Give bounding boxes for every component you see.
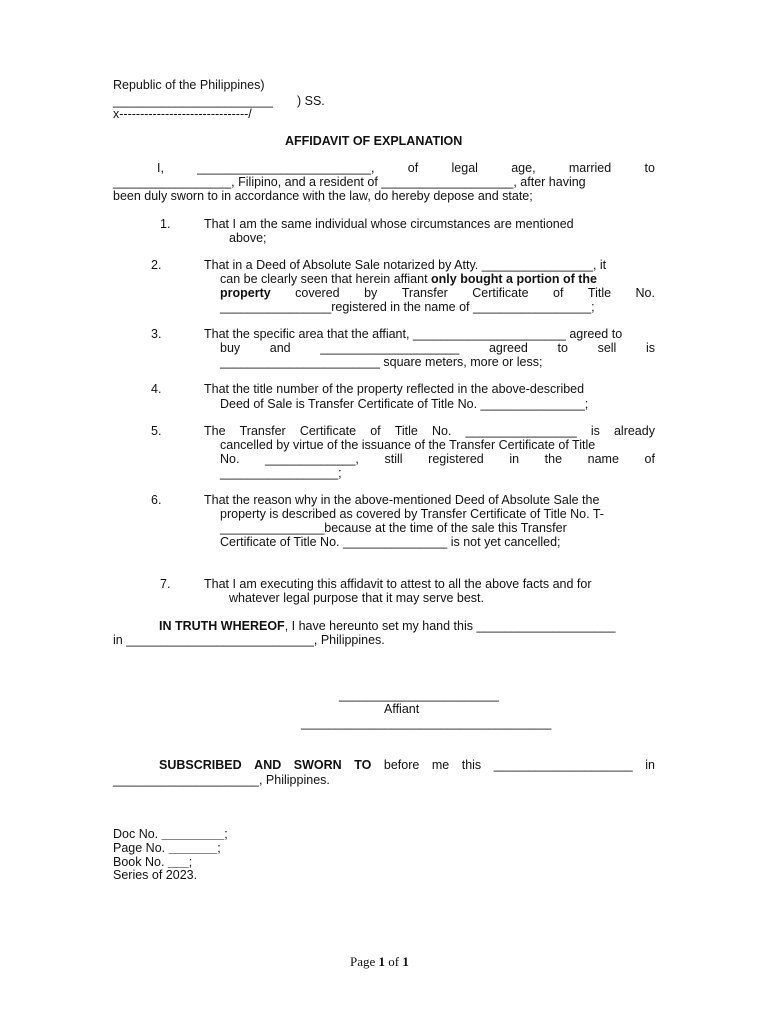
item-2-line-1: That in a Deed of Absolute Sale notarized by Atty. ________________, it <box>204 258 607 272</box>
truth-line-2: in ___________________________, Philippines. <box>113 633 385 647</box>
republic-line: Republic of the Philippines) <box>113 78 265 92</box>
page-footer: Page 1 of 1 <box>350 954 409 969</box>
item-4-line-1: That the title number of the property reflected in the above-described <box>204 382 585 396</box>
item-3-number: 3. <box>151 327 162 341</box>
item-5-number: 5. <box>151 424 162 438</box>
intro-line-1: I, _________________________, of legal age, married to <box>157 161 655 175</box>
intro-line-2: _________________, Filipino, and a resident of ___________________, after having <box>113 175 586 189</box>
item-5-line-3: No. _____________, still registered in the name of <box>220 452 655 466</box>
item-2-line-2: can be clearly seen that herein affiant only bought a portion of the <box>220 272 597 286</box>
item-1-number: 1. <box>160 217 171 231</box>
doc-no: Doc No. _________; <box>113 827 228 841</box>
item-6-line-3: _______________because at the time of the sale this Transfer <box>220 521 567 535</box>
item-5-line-4: _________________; <box>220 466 342 480</box>
jurat-line-1: SUBSCRIBED AND SWORN TO before me this ____________________ in <box>159 758 655 772</box>
item-6-number: 6. <box>151 493 162 507</box>
item-7-number: 7. <box>160 577 171 591</box>
page-no: Page No. _______; <box>113 841 221 855</box>
item-1-line-1: That I am the same individual whose circumstances are mentioned <box>204 217 574 231</box>
item-6-line-4: Certificate of Title No. _______________ is not yet cancelled; <box>220 535 561 549</box>
jurat-line-2: _____________________, Philippines. <box>113 773 330 787</box>
item-7-line-1: That I am executing this affidavit to attest to all the above facts and for <box>204 577 592 591</box>
item-6-line-1: That the reason why in the above-mentioned Deed of Absolute Sale the <box>204 493 600 507</box>
affiant-label: Affiant <box>384 702 420 716</box>
affiant-signature-line: _______________________ <box>339 688 499 702</box>
item-3-line-1: That the specific area that the affiant, ______________________ agreed to <box>204 327 623 341</box>
item-2-line-3: property covered by Transfer Certificate of Title No. <box>220 286 655 300</box>
item-3-line-3: _______________________ square meters, more or less; <box>220 355 543 369</box>
truth-line-1: IN TRUTH WHEREOF, I have hereunto set my hand this ____________________ <box>159 619 616 633</box>
item-3-line-2: buy and ____________________ agreed to sell is <box>220 341 655 355</box>
signature-line-2: ____________________________________ <box>301 716 552 730</box>
item-4-number: 4. <box>151 382 162 396</box>
series-year: Series of 2023. <box>113 868 198 882</box>
item-5-line-2: cancelled by virtue of the issuance of the Transfer Certificate of Title <box>220 438 596 452</box>
x-line: x-------------------------------/ <box>113 107 252 121</box>
book-no: Book No. ___; <box>113 855 193 869</box>
document-title: AFFIDAVIT OF EXPLANATION <box>285 134 463 148</box>
venue-blank: _______________________ <box>113 94 273 108</box>
ss-label: ) SS. <box>297 94 325 108</box>
item-2-number: 2. <box>151 258 162 272</box>
item-2-line-4: ________________registered in the name of _________________; <box>220 300 595 314</box>
item-4-line-2: Deed of Sale is Transfer Certificate of Title No. _______________; <box>220 397 589 411</box>
item-5-line-1: The Transfer Certificate of Title No. ________________ is already <box>204 424 655 438</box>
item-1-line-2: above; <box>229 231 267 245</box>
item-6-line-2: property is described as covered by Transfer Certificate of Title No. T- <box>220 507 604 521</box>
item-7-line-2: whatever legal purpose that it may serve best. <box>229 591 484 605</box>
intro-line-3: been duly sworn to in accordance with the law, do hereby depose and state; <box>113 189 533 203</box>
